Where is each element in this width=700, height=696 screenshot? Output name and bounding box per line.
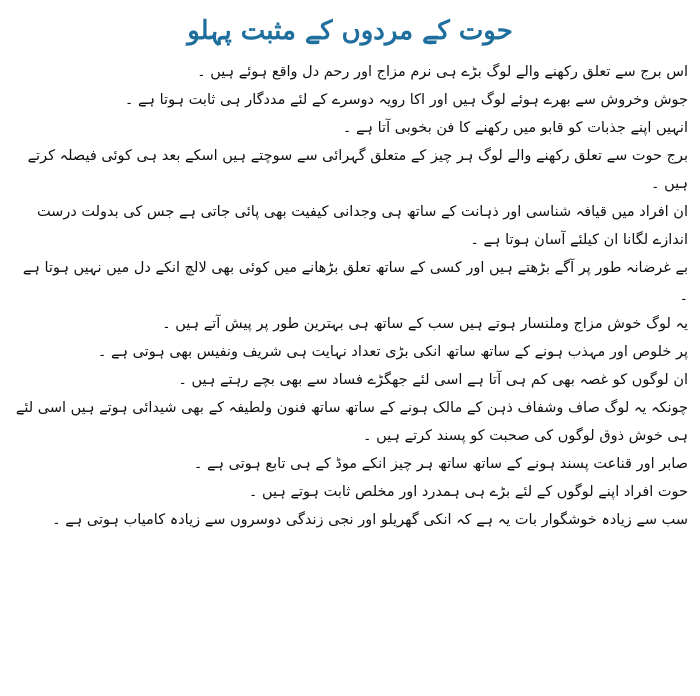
paragraph: انہیں اپنے جذبات کو قابو میں رکھنے کا فن بخوبی آتا ہے ۔ bbox=[342, 120, 688, 136]
paragraph: چونکہ یہ لوگ صاف وشفاف ذہن کے مالک ہونے کے ساتھ ساتھ فنون ولطیفہ کے بھی شیدائی ہوتے ہیں اسی لئے ہی خوش ذوق لوگوں کی صحبت کو پسند کرتے ہیں ۔ bbox=[15, 400, 688, 444]
paragraph: جوش وخروش سے بھرے ہوئے لوگ ہیں اور اکا رویہ دوسرے کے لئے مددگار ہی ثابت ہوتا ہے ۔ bbox=[124, 92, 688, 108]
paragraph: برج حوت سے تعلق رکھنے والے لوگ ہر چیز کے متعلق گہرائی سے سوچتے ہیں اسکے بعد ہی کوئی فیصلہ کرتے ہیں ۔ bbox=[27, 148, 688, 192]
paragraph: ان لوگوں کو غصہ بھی کم ہی آتا ہے اسی لئے جھگڑے فساد سے بھی بچے رہتے ہیں ۔ bbox=[178, 372, 688, 388]
paragraph: بے غرضانہ طور پر آگے بڑھتے ہیں اور کسی کے ساتھ تعلق بڑھانے میں کوئی بھی لالچ انکے دل میں نہیں ہوتا ہے ۔ bbox=[22, 260, 688, 304]
paragraph: سب سے زیادہ خوشگوار بات یہ ہے کہ انکی گھریلو اور نجی زندگی دوسروں سے زیادہ کامیاب ہوتی ہے ۔ bbox=[52, 512, 688, 528]
paragraph: پر خلوص اور مہذب ہونے کے ساتھ ساتھ انکی بڑی تعداد نہایت ہی شریف ونفیس بھی ہوتی ہے ۔ bbox=[97, 344, 688, 360]
page-title: حوت کے مردوں کے مثبت پہلو bbox=[187, 16, 513, 46]
paragraph: ان افراد میں قیافہ شناسی اور ذہانت کے ساتھ ہی وجدانی کیفیت بھی پائی جاتی ہے جس کی بدولت درست اندازے لگانا ان کیلئے آسان ہوتا ہے ۔ bbox=[36, 204, 688, 248]
document-body bbox=[10, 58, 690, 534]
paragraph: یہ لوگ خوش مزاج وملنسار ہوتے ہیں سب کے ساتھ ہی بہترین طور پر پیش آتے ہیں ۔ bbox=[162, 316, 688, 332]
paragraph: حوت افراد اپنے لوگوں کے لئے بڑے ہی ہمدرد اور مخلص ثابت ہوتے ہیں ۔ bbox=[248, 484, 688, 500]
paragraph: اس برج سے تعلق رکھنے والے لوگ بڑے ہی نرم مزاج اور رحم دل واقع ہوئے ہیں ۔ bbox=[197, 64, 688, 80]
paragraph: صابر اور قناعت پسند ہونے کے ساتھ ساتھ ہر چیز انکے موڈ کے ہی تابع ہوتی ہے ۔ bbox=[193, 456, 688, 472]
